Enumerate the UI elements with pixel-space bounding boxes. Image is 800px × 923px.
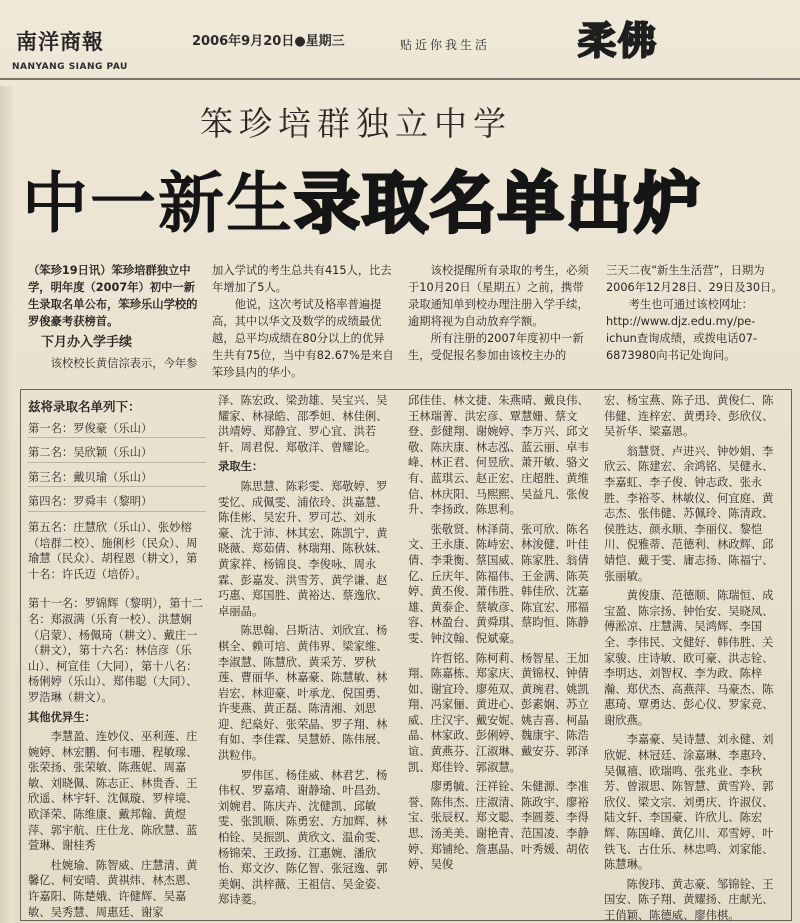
name-list: 陈思翰、吕斯洁、刘欣宜、杨棋全、赖可培、黄伟界、梁家维、李淑慧、陈慧欣、黄采芳、罗秋莲、曹丽华、林嘉豪、陈慧敏、林岩宏、林迎豪、叶承龙、倪国勇、许斐燕、黄正磊、陈清湘、刘思迎、纪燊好、张荣晶、罗子翔、林有如、李佳霖、吴慧娇、陈伟展、洪粒伟。 <box>218 624 388 763</box>
name-list: 李嘉豪、吴诗慧、刘永健、刘欣妮、林冠廷、涂嘉琳、李惠玲、吴佩禧、欧瑞鸣、张兆业、李秋芳、曾淑思、陈智慧、黄雪羚、郭欣仪、梁文宗、刘勇庆、许淑仪、陆文轩、李国豪、许欣儿、陈宏辉、陈国峰、黄亿川、邓雪婷、叶铁飞、古仕乐、林忠鸣、刘家能、陈慧琳。 <box>604 733 774 872</box>
intro-paragraph: 他说，这次考试及格率普遍提高，其中以华文及数学的成绩最优越，总平均成绩在80分以上的优异生共有75位，当中有82.67%是来自笨珍县内的华小。 <box>212 298 394 379</box>
section-title: 柔佛 <box>578 19 659 63</box>
article-headline <box>22 150 702 245</box>
admitted-students-heading: 录取生： <box>218 460 264 474</box>
list-column-2 <box>218 393 394 912</box>
excellent-students-heading: 其他优异生： <box>28 710 96 724</box>
name-list: 杜婉瑜、陈智威、庄慧清、黄馨亿、柯安晴、黄祺炜、林杰恩、许嘉阳、陈楚娥、许健辉、吴嘉敏、吴秀慧、周惠廷、谢家 <box>28 858 198 919</box>
top-ranks <box>28 421 206 512</box>
intro-column-4 <box>606 262 784 364</box>
rank-paragraph: 第五名：庄慧欣（乐山）、张妙榕（培群二校）、施俐杉（民众）、周瑜慧（民众）、胡程恩（耕文），第十名：许氏迈（培侨）。 <box>28 520 198 581</box>
intro-column-2 <box>212 262 394 381</box>
name-list: 罗伟匡、杨佳威、林君艺、杨伟权、罗嘉靖、谢静瑜、叶昌劲、刘婉君、陈庆卉、沈健凯、邱敏雯、张凯顺、陈勇宏、方加辉、林柏铨、吴振凯、黄欣文、温俞雯、杨锦荣、王政扬、江惠婉、潘欣怡、郑文汐、陈亿智、张冠逸、郭美娴、洪梓薇、王祖信、吴金姿、郑诗菱。 <box>218 768 388 907</box>
name-list: 邱佳佳、林文捷、朱燕晴、戴良伟、王林瑞菁、洪宏彦、覃慧姗、蔡文登、彭健翔、谢婉婷、李万兴、邱文敬、陈庆康、林志泓、蓝云丽、卓韦峰、林正君、何昱欣、萧开敏、骆文有、蓝琪云、赵正宏、庄超胜、黄维信、林庆阳、马熙熙、吴益凡、张俊升、李扬政、陈思利。 <box>408 394 589 517</box>
name-list: 李慧盈、连妙仪、巫利莲、庄婉婷、林宏鹏、何韦珊、程敏瑔、张荣扬、张荣敏、陈燕妮、周嘉敏、刘晓佩、陈志正、林贵香、王欣遥、林宇轩、沈佩璇、罗梓境、欧泽荣、陈维康、戴邦翰、黄煜萍、郭宇航、庄仕龙、陈欣慧、蓝萱琳、谢桂秀 <box>28 730 198 853</box>
rank-paragraph: 第十一名：罗锦辉（黎明），第十二名：郑淑满（乐育一校）、洪慧娴（启蒙）、杨佩琦（耕文）、戴庄一（耕文），第十六名：林信彦（乐山）、柯宣佳（大同），第十八名：杨俐婷（乐山）、郑伟聪（大同）、罗浩琳（耕文）。 <box>28 597 204 704</box>
name-list: 许哲铭、陈柯莉、杨智星、王加翔、陈嘉栋、郑家庆、黄锦权、钟倩如、谢宜玲、廖苑双、黄琬君、姚凯翔、冯家俪、黄进心、彭素娴、苏立威、庄汉宇、戴安妮、姚吉喜、柯晶晶、林家政、彭俐婷、魏康宇、陈浩谊、黄燕芬、江淑琳、戴安芬、郭泽凯、郑佳铃、郭淑慧。 <box>408 651 589 774</box>
list-column-1 <box>28 393 206 923</box>
name-list: 泽、陈宏政、梁劲雄、吴宝兴、吴耀家、林禄皓、邵季妲、林佳俐、洪靖婷、郑静宜、罗心宜、洪若轩、周君倪、郑敬洋、曾耀论。 <box>218 394 388 454</box>
intro-paragraph: 三天二夜“新生生活营”，日期为2006年12月28日、29日及30日。 <box>606 264 783 294</box>
headline-part-1: 中一新生 <box>22 165 294 242</box>
intro-column-3 <box>408 262 592 364</box>
list-title: 兹将录取名单列下： <box>28 399 141 414</box>
name-list: 宏、杨宝燕、陈子迅、黄俊仁、陈伟健、连梓宏、黄勇玲、彭欣仪、吴祈华、梁嘉恩。 <box>604 394 774 439</box>
page-edge <box>0 86 14 923</box>
rank-line: 第四名：罗舜丰（黎明） <box>28 494 206 512</box>
intro-paragraph: 加入学试的考生总共有415人，比去年增加了5人。 <box>212 264 392 294</box>
masthead <box>0 0 800 86</box>
list-column-3 <box>408 393 592 877</box>
intro-column-1 <box>28 262 198 372</box>
intro-paragraph: 所有注册的2007年度初中一新生，受促报名参加由该校主办的 <box>408 332 584 362</box>
name-list: 翁慧贤、卢进兴、钟妙娟、李欣云、陈建宏、余鸿铭、吴健永、李嘉虹、李子俊、钟志政、张永胜、李裕苓、林敏仪、何宜庭、黄志杰、张伟健、苏佩玲、陈清政、侯胜达、颜永顺、李丽仪、黎恺川、倪雅蒂、范德利、林政辉、邱婧恺、戴于雯、庸志扬、陈福宁、张丽敏。 <box>604 444 774 583</box>
rank-line: 第二名：吴欣颖（乐山） <box>28 445 206 463</box>
article-lead: （笨珍19日讯）笨珍培群独立中学，明年度（2007年）初中一新生录取名单公布，笨珍乐山学校的罗俊豪考获榜首。 <box>28 264 198 328</box>
headline-part-2: 录取名单出炉 <box>294 165 702 242</box>
intro-paragraph: 该校提醒所有录取的考生，必须于10月20日（星期五）之前，携带录取通知单到校办理注册入学手续，逾期将视为自动放弃学额。 <box>408 264 589 328</box>
name-list: 廖勇毓、汪祥铨、朱健源、李准誉、陈伟杰、庄淑清、陈政宇、廖裕宝、张辰权、郑文聪、李圆菱、李得思、汤美美、谢艳青、范国凌、李静婷、郑铺纶、詹惠晶、叶秀媛、胡依婷、吴俊 <box>408 780 589 872</box>
name-list: 黄俊康、范德顺、陈瑞恒、成宝盈、陈宗扬、钟怡安、吴晓凤、傅淞凉、庄慧满、吴鸿辉、李国全、李伟民、文健好、韩伟胜、关家骏、庄诗敏、欧可豪、洪志铨、李明达、刘智权、李为政、陈梓瀚、郑伏杰、高燕萍、马豪杰、陈惠琦、覃勇达、彭心仪、罗家竞、谢欣燕。 <box>604 589 774 727</box>
intro-paragraph: 考生也可通过该校网址：http://www.djz.edu.my/pe-ichun查询成绩，或拨电话07-6873980向书记处询问。 <box>606 298 757 362</box>
rank-line: 第三名：戴贝瑜（乐山） <box>28 470 206 488</box>
name-list: 张敬贤、林泽茼、张可欣、陈名文、王永康、陈峙宏、林浚健、叶佳倩、李秉衡、蔡国威、陈家胜、翁倩亿、丘庆年、陈福伟、王金满、陈英婷、黄丕俊、萧伟胜、韩佳欣、沈嘉雄、黄泰企、蔡敏彦、陈宜宏、邢福容、林盈台、黄舜琪、蔡昀恒、陈静雯、钟汶翰、倪斌豪。 <box>408 522 589 645</box>
rank-line: 第一名：罗俊豪（乐山） <box>28 421 206 439</box>
name-list: 陈俊玮、黄志豪、邹锦铨、王国安、陈子翔、黄耀扬、庄献光、王俏颖、陈德威、廖伟棋。 <box>604 877 774 922</box>
newspaper-logo-english: NANYANG SIANG PAU <box>12 62 128 72</box>
masthead-divider <box>0 78 800 80</box>
article-subhead: 下月办入学手续 <box>41 335 133 350</box>
newspaper-logo: 南洋商報 <box>16 29 104 54</box>
list-column-4 <box>604 393 784 923</box>
name-list: 陈思慧、陈彩雯、郑敬婷、罗雯忆、成佩雯、浦依玲、洪嘉慧、陈佳彬、吴宏升、罗可芯、刘永豪、沈于沛、林其宏、陈凯宁、黄晓薇、郑茹倩、林瑞翔、陈秋妹、黄家祥、杨锦良、李俊咏、周永霖、彭嘉发、洪雪芳、黄学谦、赵巧惠、郑国胜、黄裕达、蔡逸欣、卓丽晶。 <box>218 479 388 618</box>
article-kicker: 笨珍培群独立中学 <box>200 104 512 143</box>
intro-paragraph: 该校校长黄信淙表示，今年参 <box>50 357 198 370</box>
masthead-slogan: 贴近你我生活 <box>400 38 491 52</box>
issue-date: 2006年9月20日●星期三 <box>192 34 345 49</box>
